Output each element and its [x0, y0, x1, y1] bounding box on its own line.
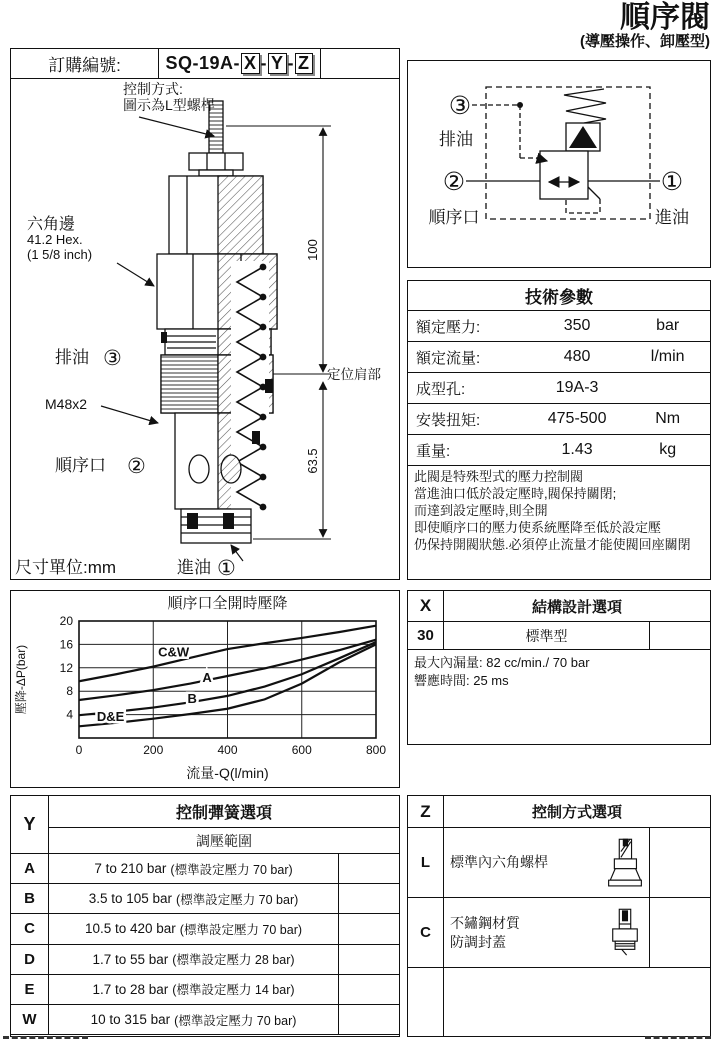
tech-row-value: 475-500: [529, 404, 626, 435]
z-row-code: C: [408, 898, 444, 968]
tech-note-line: 即使順序口的壓力使系統壓降至低於設定壓: [414, 519, 662, 535]
order-code-x: X: [241, 53, 260, 74]
y-row-std: (標準設定壓力 28 bar): [172, 953, 295, 968]
svg-text:4: 4: [66, 707, 73, 722]
z-row-desc: [444, 828, 650, 898]
order-spare-cell: [321, 49, 399, 78]
order-code-prefix: SQ-19A-: [165, 53, 240, 73]
z-row-spare-cell: [650, 828, 710, 898]
y-row-code: B: [11, 884, 49, 914]
title-block: [580, 2, 710, 49]
dim-63-5: 63.5: [305, 448, 320, 474]
y-row-std: (標準設定壓力 70 bar): [174, 1013, 297, 1028]
circuit-port3-label: 排油: [439, 130, 473, 149]
y-row-std: (標準設定壓力 70 bar): [179, 922, 303, 937]
spring-symbol: [564, 89, 606, 123]
y-row-range: 10.5 to 420 bar: [84, 921, 176, 937]
circuit-port1-label: 進油: [655, 208, 689, 227]
svg-text:400: 400: [217, 743, 238, 757]
footer-right-mark: [645, 1036, 711, 1041]
svg-text:D&E: D&E: [96, 709, 125, 725]
circuit-port1-number-icon: ①: [660, 168, 684, 196]
tech-row-unit: Nm: [625, 404, 710, 435]
tech-note-line: 仍保持開閥狀態.必須停止流量才能使閥回座關閉: [414, 536, 691, 552]
pressure-drop-chart-box: [10, 590, 400, 788]
x-note-line: 響應時間: 25 ms: [414, 672, 509, 688]
tech-note-line: 當進油口低於設定壓時,閥保持關閉;: [414, 485, 617, 501]
z-option-table: [407, 795, 711, 1037]
hex-leader-line: [117, 263, 154, 286]
svg-text:C&W: C&W: [158, 644, 190, 660]
shoulder-label: 定位肩部: [327, 367, 381, 382]
junction-dot: [517, 102, 523, 108]
tech-note-line: 此閥是特殊型式的壓力控制閥: [414, 469, 584, 484]
circuit-port3-number-icon: ③: [448, 92, 472, 120]
y-row-range: 10 to 315 bar: [90, 1012, 171, 1028]
hydraulic-circuit-diagram: [408, 61, 709, 266]
y-row-desc: [49, 1005, 339, 1035]
tech-row-label: 額定流量:: [408, 342, 529, 373]
tech-params-title: 技術參數: [408, 281, 710, 311]
drain-loop: [566, 199, 600, 213]
valve-drawing-box: [10, 78, 400, 580]
svg-text:8: 8: [66, 684, 73, 699]
page-title: 順序閥: [620, 1, 710, 34]
x-option-desc: 標準型: [444, 622, 650, 650]
valve-body-outline: [157, 101, 277, 543]
page-subtitle: (導壓操作、卸壓型): [580, 32, 710, 50]
main-valve-box: [540, 151, 588, 199]
tech-row-label: 重量:: [408, 435, 529, 466]
order-code: [159, 49, 321, 78]
z-row-label: [450, 914, 599, 950]
circuit-port2-number-icon: ②: [442, 168, 466, 196]
svg-text:0: 0: [75, 743, 83, 757]
y-row-code: E: [11, 975, 49, 1005]
pilot-lines: [472, 105, 542, 158]
order-label: 訂購編號:: [11, 49, 159, 78]
control-annotation-line1: 控制方式:: [123, 81, 183, 97]
svg-text:順序口全開時壓降: 順序口全開時壓降: [167, 595, 288, 612]
port2-number-icon: ②: [127, 455, 146, 478]
svg-text:600: 600: [291, 743, 312, 757]
y-row-spare-cell: [339, 854, 399, 884]
x-option-code: 30: [408, 622, 444, 650]
tech-row-unit: bar: [625, 311, 710, 342]
y-row-code: C: [11, 914, 49, 944]
y-row-spare-cell: [339, 975, 399, 1005]
y-row-range: 1.7 to 28 bar: [92, 981, 169, 997]
svg-text:壓降-ΔP(bar): 壓降-ΔP(bar): [14, 644, 28, 715]
control-annotation-line2: 圖示為L型螺桿: [123, 97, 215, 113]
order-number-box: [10, 48, 400, 79]
unit-label: 尺寸單位:mm: [15, 558, 117, 577]
z-row-label: 標準內六角螺桿: [450, 854, 548, 871]
y-row-desc: [49, 945, 339, 975]
y-row-range: 7 to 210 bar: [94, 861, 167, 877]
port1-number-icon: ①: [217, 557, 236, 578]
tech-row-label: 安裝扭矩:: [408, 404, 529, 435]
y-row-code: W: [11, 1005, 49, 1035]
circuit-port2-label: 順序口: [428, 208, 480, 227]
port3-number-icon: ③: [103, 347, 122, 370]
z-row-label-line2: 防調封蓋: [450, 933, 506, 950]
z-row-spare-cell: [650, 898, 710, 968]
tech-row-value: 1.43: [529, 435, 626, 466]
y-row-code: D: [11, 945, 49, 975]
x-option-spare-cell: [650, 622, 710, 650]
annotation-leader-line: [139, 117, 214, 136]
tech-row-value: 350: [529, 311, 626, 342]
y-option-title: 控制彈簧選項: [49, 796, 399, 828]
svg-text:流量-Q(l/min): 流量-Q(l/min): [186, 765, 269, 781]
order-code-sep2: -: [287, 53, 295, 73]
svg-text:16: 16: [59, 637, 73, 652]
x-option-notes: [408, 650, 710, 744]
y-option-table: [10, 795, 400, 1037]
y-row-range: 3.5 to 105 bar: [88, 891, 173, 907]
y-row-desc: [49, 975, 339, 1005]
z-row-code: L: [408, 828, 444, 898]
vent-line: [588, 187, 600, 199]
tech-row-unit: [625, 373, 710, 404]
x-option-title: 結構設計選項: [444, 591, 710, 622]
hex-label-inch: (1 5/8 inch): [27, 247, 93, 262]
thread-label: M48x2: [45, 396, 88, 412]
svg-text:A: A: [202, 669, 212, 685]
y-row-range: 1.7 to 55 bar: [92, 951, 169, 967]
order-code-y: Y: [268, 53, 287, 74]
tech-row-label: 額定壓力:: [408, 311, 529, 342]
tech-row-value: 19A-3: [529, 373, 626, 404]
dim-100: 100: [305, 239, 320, 261]
valve-cross-section-drawing: [11, 79, 398, 578]
z-empty-row-main-cell: [444, 968, 710, 1036]
y-option-subtitle: 調壓範圍: [49, 828, 399, 854]
tech-row-unit: l/min: [625, 342, 710, 373]
x-note-line: 最大內漏量: 82 cc/min./ 70 bar: [414, 655, 590, 670]
order-code-sep1: -: [260, 53, 267, 73]
tamper-proof-cap-icon: [607, 906, 643, 960]
port2-label: 順序口: [55, 456, 106, 475]
tech-params-table: [407, 280, 711, 580]
y-row-spare-cell: [339, 945, 399, 975]
y-row-desc: [49, 854, 339, 884]
y-row-std: (標準設定壓力 70 bar): [170, 862, 293, 877]
circuit-diagram-box: [407, 60, 711, 268]
z-row-desc: [444, 898, 650, 968]
socket-screw-icon: [607, 836, 643, 890]
y-row-spare-cell: [339, 914, 399, 944]
hex-label-cjk: 六角邊: [27, 216, 76, 233]
port3-label: 排油: [55, 348, 89, 367]
y-row-code: A: [11, 854, 49, 884]
tech-row-label: 成型孔:: [408, 373, 529, 404]
tech-row-value: 480: [529, 342, 626, 373]
svg-text:800: 800: [365, 743, 387, 757]
y-row-spare-cell: [339, 1005, 399, 1035]
z-empty-row-code-cell: [408, 968, 444, 1036]
thread-leader-line: [101, 406, 158, 423]
order-code-z: Z: [295, 53, 313, 74]
svg-text:B: B: [187, 690, 197, 706]
z-option-key: Z: [408, 796, 444, 828]
y-row-std: (標準設定壓力 70 bar): [176, 892, 299, 907]
x-option-table: [407, 590, 711, 745]
tech-notes: [408, 466, 710, 579]
z-row-label-line1: 不鏽鋼材質: [450, 915, 520, 932]
svg-text:200: 200: [143, 743, 164, 757]
y-row-std: (標準設定壓力 14 bar): [172, 983, 295, 998]
tech-note-line: 而達到設定壓時,則全開: [414, 502, 548, 518]
footer-left-mark: [3, 1036, 88, 1041]
hex-label-size: 41.2 Hex.: [27, 232, 83, 247]
tech-row-unit: kg: [625, 435, 710, 466]
x-option-key: X: [408, 591, 444, 622]
z-option-title: 控制方式選項: [444, 796, 710, 828]
pressure-drop-chart: [11, 591, 398, 786]
y-row-spare-cell: [339, 884, 399, 914]
y-option-key: Y: [11, 796, 49, 854]
y-row-desc: [49, 914, 339, 944]
port1-label: 進油: [177, 558, 211, 577]
y-row-desc: [49, 884, 339, 914]
svg-text:12: 12: [59, 660, 73, 675]
svg-text:20: 20: [59, 614, 73, 628]
